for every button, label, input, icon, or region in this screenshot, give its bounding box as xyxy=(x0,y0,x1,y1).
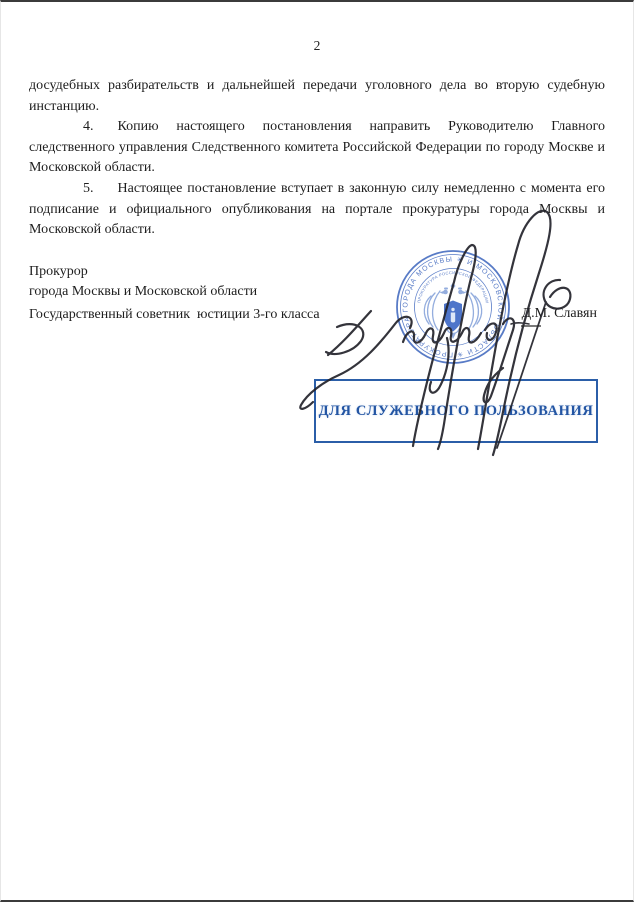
item-number: 4. xyxy=(83,119,94,135)
item-text: Копию настоящего постановления направить Руководителю Главного следственного управления Следственного комитета Российской Федерации по городу Москве и Московской области. xyxy=(29,119,605,176)
signer-title-line2: города Москвы и Московской области xyxy=(29,284,258,299)
paragraph-item-5 xyxy=(29,179,605,241)
signature-block xyxy=(29,262,320,325)
double-headed-eagle-icon xyxy=(424,283,481,340)
official-seal xyxy=(395,249,511,365)
seal-ring-text-path: ПРОКУРАТУРА ГОРОДА МОСКВЫ ✳ И МОСКОВСКОЙ ОБЛАСТИ ✳ xyxy=(402,256,504,358)
item-number: 5. xyxy=(83,180,94,196)
signer-title-line1: Прокурор xyxy=(29,264,88,279)
item-text: Настоящее постановление вступает в законную силу немедленно с момента его подписание и официального опубликования на портале прокуратуры города Москвы и Московской области. xyxy=(29,180,605,238)
seal-inner-text-path: ПРОКУРАТУРА РОССИЙСКОЙ ФЕДЕРАЦИИ xyxy=(416,269,490,304)
body-text xyxy=(29,76,605,241)
paragraph-continuation: досудебных разбирательств и дальнейшей передачи уголовного дела во вторую судебную инстанцию. xyxy=(29,78,605,114)
page-number: 2 xyxy=(313,38,321,53)
signer-name: Д.М. Славян xyxy=(521,306,597,321)
dsp-stamp-label: ДЛЯ СЛУЖЕБНОГО ПОЛЬЗОВАНИЯ xyxy=(318,402,594,419)
paragraph-item-4 xyxy=(29,117,605,179)
dsp-stamp-box xyxy=(314,379,598,443)
signer-rank-line: Государственный советник юстиции 3-го класса xyxy=(29,307,320,322)
